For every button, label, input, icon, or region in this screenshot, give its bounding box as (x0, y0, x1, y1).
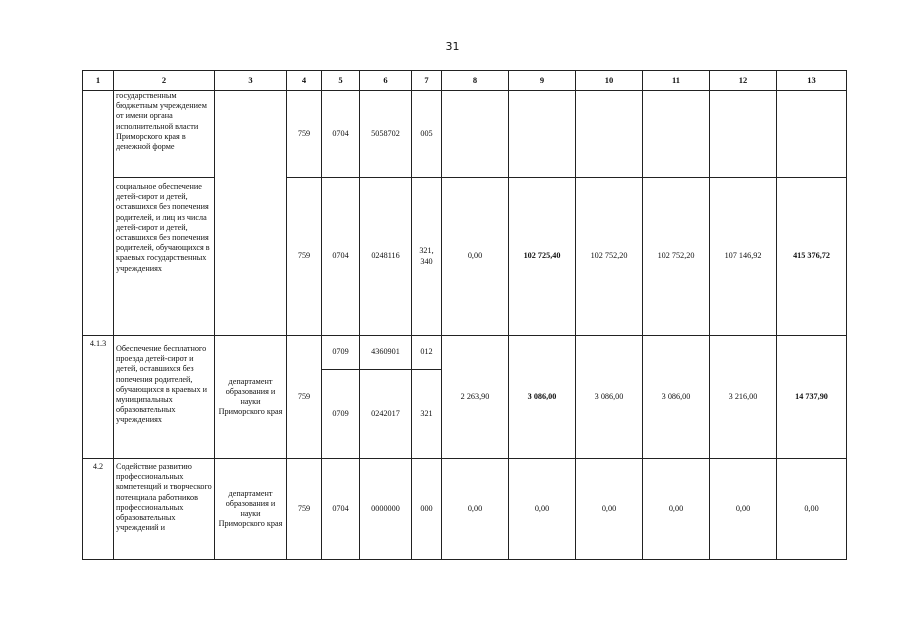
code-cell: 759 (287, 459, 322, 560)
header-row (83, 71, 847, 91)
code-cell: 0000000 (360, 459, 412, 560)
row-number-cell: 4.2 (83, 459, 114, 560)
header-cell: 2 (114, 71, 215, 91)
table-row (83, 336, 847, 370)
header-cell: 9 (509, 71, 576, 91)
code-cell: 759 (287, 336, 322, 459)
description-cell: Содействие развитию профессиональных компетенций и творческого потенциала работников профессиональных образовательных учреждений и (114, 459, 215, 560)
header-cell: 8 (442, 71, 509, 91)
code-cell: 0704 (322, 459, 360, 560)
header-cell: 7 (412, 71, 442, 91)
table-row (83, 459, 847, 560)
value-cell (509, 91, 576, 178)
header-cell: 5 (322, 71, 360, 91)
code-cell: 0709 (322, 370, 360, 459)
code-cell: 005 (412, 91, 442, 178)
header-cell: 1 (83, 71, 114, 91)
header-cell: 13 (777, 71, 847, 91)
value-cell: 415 376,72 (777, 178, 847, 336)
description-cell: социальное обеспечение детей-сирот и детей, оставшихся без попечения родителей, и лиц из числа детей-сирот и детей, оставшихся без попечения родителей, обучающихся в краевых государственных учреждениях (114, 178, 215, 336)
value-cell (643, 91, 710, 178)
code-cell: 0242017 (360, 370, 412, 459)
code-cell: 0248116 (360, 178, 412, 336)
table-row (83, 91, 847, 178)
code-cell: 0704 (322, 91, 360, 178)
code-cell: 4360901 (360, 336, 412, 370)
value-cell: 0,00 (777, 459, 847, 560)
value-cell: 102 725,40 (509, 178, 576, 336)
value-cell: 0,00 (509, 459, 576, 560)
department-cell: департамент образования и науки Приморского края (215, 459, 287, 560)
code-cell: 321 (412, 370, 442, 459)
value-cell: 2 263,90 (442, 336, 509, 459)
value-cell (576, 91, 643, 178)
value-cell: 0,00 (710, 459, 777, 560)
value-cell: 0,00 (442, 459, 509, 560)
value-cell (777, 91, 847, 178)
value-cell: 14 737,90 (777, 336, 847, 459)
header-cell: 12 (710, 71, 777, 91)
value-cell: 3 086,00 (509, 336, 576, 459)
value-cell (710, 91, 777, 178)
code-cell: 000 (412, 459, 442, 560)
row-number-cell: 4.1.3 (83, 336, 114, 459)
description-cell: Обеспечение бесплатного проезда детей-сирот и детей, оставшихся без попечения родителей, обучающихся в краевых и муниципальных образовательных учреждениях (114, 336, 215, 459)
header-cell: 11 (643, 71, 710, 91)
header-cell: 10 (576, 71, 643, 91)
code-cell: 012 (412, 336, 442, 370)
value-cell: 3 216,00 (710, 336, 777, 459)
value-cell: 3 086,00 (643, 336, 710, 459)
table-row (83, 178, 847, 336)
value-cell: 0,00 (576, 459, 643, 560)
description-cell: государственным бюджетным учреждением от имени органа исполнительной власти Приморского края в денежной форме (114, 91, 215, 178)
code-cell: 321, 340 (412, 178, 442, 336)
department-cell: департамент образования и науки Приморского края (215, 336, 287, 459)
value-cell: 3 086,00 (576, 336, 643, 459)
code-cell: 759 (287, 91, 322, 178)
code-cell: 0704 (322, 178, 360, 336)
value-cell: 0,00 (643, 459, 710, 560)
header-cell: 6 (360, 71, 412, 91)
value-cell: 102 752,20 (643, 178, 710, 336)
value-cell: 107 146,92 (710, 178, 777, 336)
value-cell (442, 91, 509, 178)
header-cell: 3 (215, 71, 287, 91)
page-number: 31 (445, 40, 460, 53)
row-number-cell (83, 91, 114, 336)
value-cell: 102 752,20 (576, 178, 643, 336)
department-cell (215, 91, 287, 336)
value-cell: 0,00 (442, 178, 509, 336)
code-cell: 0709 (322, 336, 360, 370)
budget-table (82, 70, 847, 560)
code-cell: 759 (287, 178, 322, 336)
code-cell: 5058702 (360, 91, 412, 178)
header-cell: 4 (287, 71, 322, 91)
